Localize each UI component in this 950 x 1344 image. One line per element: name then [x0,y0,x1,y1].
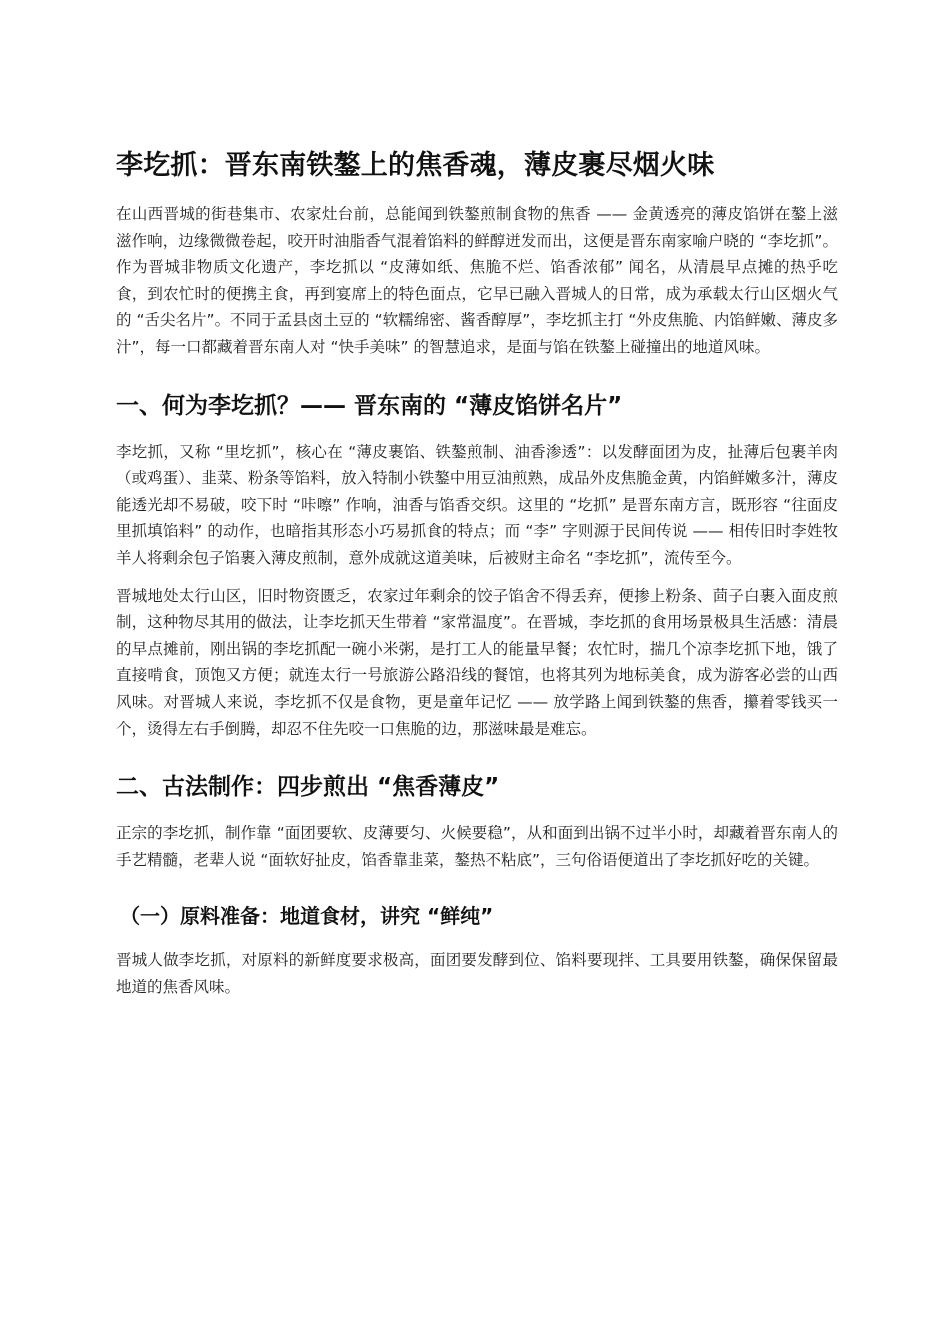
section-2-heading: 二、古法制作：四步煎出 “焦香薄皮” [116,774,500,801]
section-1-heading: 一、何为李圪抓？—— 晋东南的 “薄皮馅饼名片” [116,392,623,419]
subsection-1-heading: （一）原料准备：地道食材，讲究 “鲜纯” [120,904,494,929]
section-2-paragraph: 正宗的李圪抓，制作靠 “面团要软、皮薄要匀、火候要稳”，从和面到出锅不过半小时，却藏着晋东南人的手艺精髓，老辈人说 “面软好扯皮，馅香靠韭菜，鏊热不粘底”，三句俗语便道出了李圪抓好吃的关键。 [116,824,838,869]
section-1-paragraph-1: 李圪抓，又称 “里圪抓”，核心在 “薄皮裹馅、铁鏊煎制、油香渗透”：以发酵面团为皮，扯薄后包裹羊肉（或鸡蛋）、韭菜、粉条等馅料，放入特制小铁鏊中用豆油煎熟，成品外皮焦脆金黄，内馅鲜嫩多汁，薄皮能透光却不易破，咬下时 “咔嚓” 作响，油香与馅香交织。这里的 “圪抓” 是晋东南方言，既形容 “往面皮里抓填馅料” 的动作，也暗指其形态小巧易抓食的特点；而 “李” 字则源于民间传说 —— 相传旧时李姓牧羊人将剩余包子馅裹入薄皮煎制，意外成就这道美味，后被财主命名 “李圪抓”，流传至今。 [116,442,838,567]
intro-paragraph: 在山西晋城的街巷集市、农家灶台前，总能闻到铁鏊煎制食物的焦香 —— 金黄透亮的薄皮馅饼在鏊上滋滋作响，边缘微微卷起，咬开时油脂香气混着馅料的鲜醇迸发而出，这便是晋东南家喻户晓的 “李圪抓”。作为晋城非物质文化遗产，李圪抓以 “皮薄如纸、焦脆不烂、馅香浓郁” 闻名，从清晨早点摊的热乎吃食，到农忙时的便携主食，再到宴席上的特色面点，它早已融入晋城人的日常，成为承载太行山区烟火气的 “舌尖名片”。不同于孟县卤土豆的 “软糯绵密、酱香醇厚”，李圪抓主打 “外皮焦脆、内馅鲜嫩、薄皮多汁”，每一口都藏着晋东南人对 “快手美味” 的智慧追求，是面与馅在铁鏊上碰撞出的地道风味。 [116,205,838,356]
document-page [116,146,838,1000]
article-title: 李圪抓：晋东南铁鏊上的焦香魂，薄皮裹尽烟火味 [116,150,715,181]
subsection-1-paragraph: 晋城人做李圪抓，对原料的新鲜度要求极高，面团要发酵到位、馅料要现拌、工具要用铁鏊，确保保留最地道的焦香风味。 [116,951,838,996]
section-1-paragraph-2: 晋城地处太行山区，旧时物资匮乏，农家过年剩余的饺子馅舍不得丢弃，便掺上粉条、茴子白裹入面皮煎制，这种物尽其用的做法，让李圪抓天生带着 “家常温度”。在晋城，李圪抓的食用场景极具生活感：清晨的早点摊前，刚出锅的李圪抓配一碗小米粥，是打工人的能量早餐；农忙时，揣几个凉李圪抓下地，饿了直接啃食，顶饱又方便；就连太行一号旅游公路沿线的餐馆，也将其列为地标美食，成为游客必尝的山西风味。对晋城人来说，李圪抓不仅是食物，更是童年记忆 —— 放学路上闻到铁鏊的焦香，攥着零钱买一个，烫得左右手倒腾，却忍不住先咬一口焦脆的边，那滋味最是难忘。 [116,586,838,738]
